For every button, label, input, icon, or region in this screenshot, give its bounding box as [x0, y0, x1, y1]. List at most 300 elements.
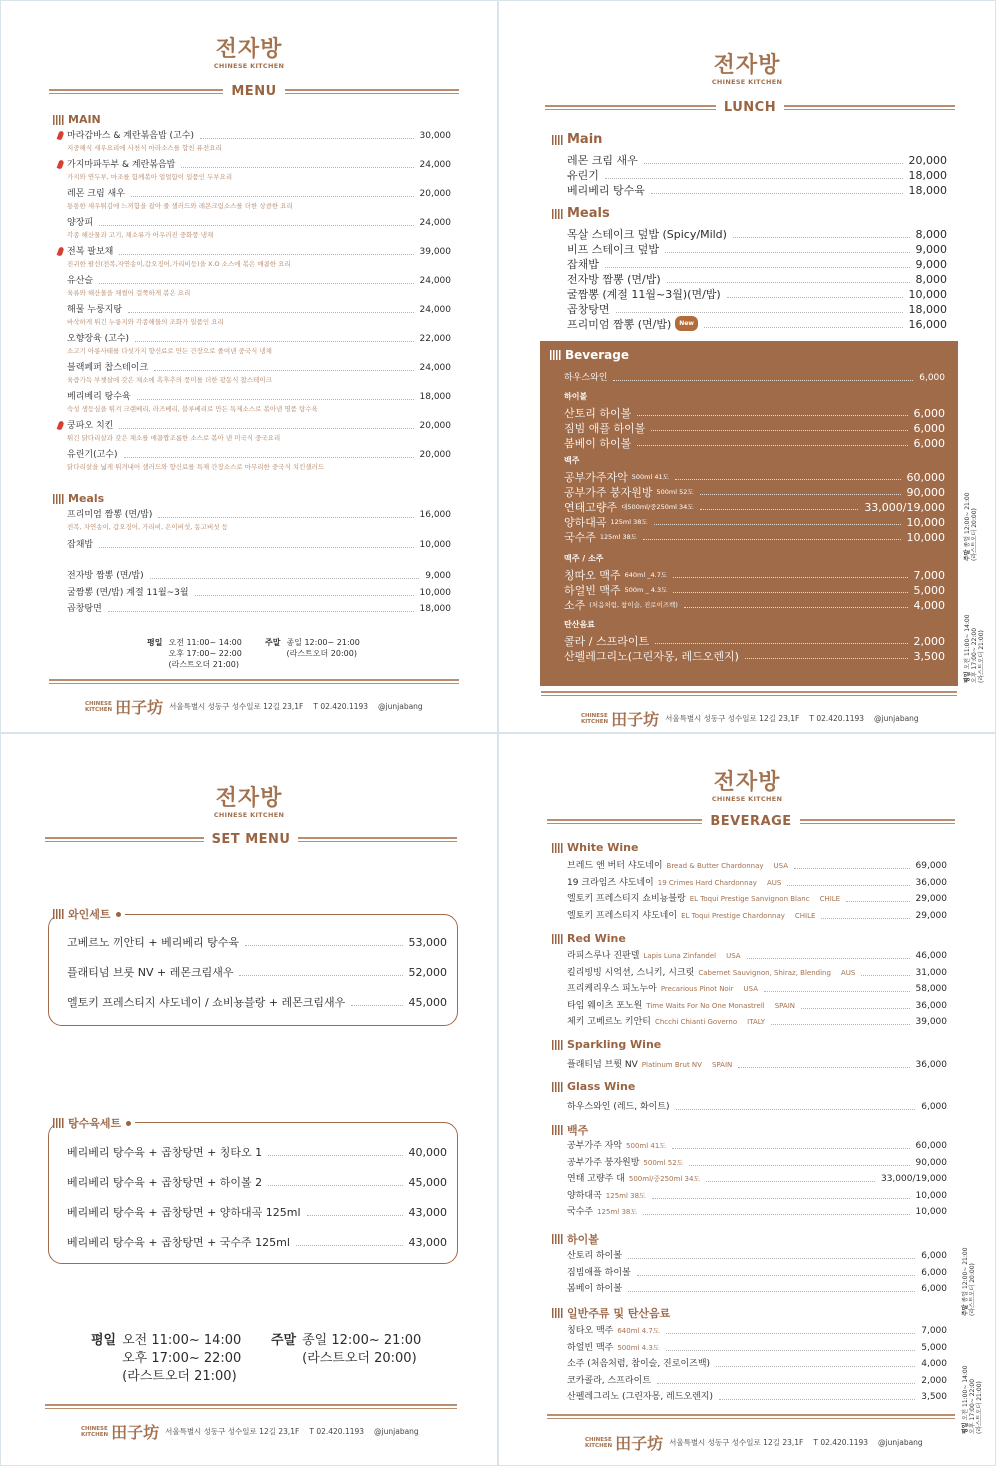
- item-name: 코카콜라, 스프라이트: [567, 1375, 651, 1386]
- item-price: 6,000: [913, 407, 945, 420]
- dot-leader: [628, 1291, 915, 1292]
- dot-leader: [135, 341, 413, 342]
- footer-instagram: @junjabang: [378, 702, 423, 711]
- item-price: 20,000: [419, 421, 451, 431]
- menu-item-row: [67, 303, 451, 316]
- footer-divider: [541, 691, 957, 696]
- item-origin: USA: [743, 985, 759, 993]
- dot-leader: [689, 1165, 909, 1166]
- dot-leader: [821, 918, 909, 919]
- menu-item-row: [67, 569, 451, 582]
- item-price: 58,000: [915, 984, 947, 994]
- item-origin: SPAIN: [774, 1001, 796, 1010]
- item-name: 전자방 짬뽕 (면/밥): [567, 273, 661, 286]
- weekday-hours: [91, 1332, 241, 1386]
- dot-leader: [684, 607, 908, 608]
- menu-item-row: [67, 508, 451, 521]
- menu-item-row: [567, 1324, 947, 1337]
- item-name: 유린기: [567, 169, 599, 182]
- dot-leader: [128, 312, 413, 313]
- item-name: 전자방 짬뽕 (면/밥): [67, 571, 144, 581]
- item-price: 39,000: [419, 247, 451, 257]
- dot-leader: [637, 445, 907, 446]
- section-bars-icon: [552, 1040, 564, 1050]
- item-price: 8,000: [915, 273, 947, 286]
- menu-item-row: [67, 448, 451, 461]
- dot-leader: [613, 380, 913, 381]
- section-label: MAIN: [68, 113, 101, 126]
- item-name: 봄베이 하이볼: [567, 1284, 623, 1294]
- menu-item-row: [564, 515, 945, 528]
- dot-leader: [716, 1366, 915, 1367]
- menu-item-row: [567, 167, 947, 182]
- item-price: 18,000: [419, 392, 451, 402]
- menu-item-row: [567, 1015, 947, 1028]
- menu-item-row: [67, 419, 451, 432]
- item-price: 6,000: [921, 1251, 947, 1261]
- item-price: 10,000: [906, 531, 945, 544]
- item-name: 베리베리 탕수육 + 곱창탕면 + 칭타오 1: [67, 1146, 263, 1159]
- item-price: 2,000: [921, 1375, 947, 1386]
- item-price: 6,000: [913, 422, 945, 435]
- menu-item-row: [567, 1390, 947, 1403]
- item-price: 5,000: [913, 584, 945, 597]
- menu-item-row: [564, 371, 945, 384]
- footer-logo: 田子坊: [115, 698, 164, 717]
- section-title: [552, 1038, 661, 1051]
- menu-item-row: [67, 602, 451, 615]
- item-price: 18,000: [419, 604, 451, 614]
- menu-item-row: [567, 1249, 947, 1262]
- weekend-label: 주말: [265, 638, 281, 647]
- item-name: 공부가주 자악: [567, 1141, 623, 1151]
- item-name: 프리케리우스 피노누아: [567, 984, 657, 994]
- menu-item-row: [67, 129, 451, 142]
- footer-divider: [49, 679, 459, 684]
- item-name: 유린기(고수): [67, 450, 118, 460]
- chili-pepper-icon: [57, 246, 65, 256]
- item-detail: 500ml 41도: [631, 473, 669, 481]
- menu-item-row: [564, 470, 945, 483]
- item-price: 10,000: [915, 1207, 947, 1217]
- dot-leader: [245, 945, 403, 946]
- item-description: 육즙가득 부챗살에 갖은 채소에 흑후추의 풍미를 더한 광동식 찹스테이크: [67, 376, 272, 384]
- logo-korean: 전자방: [215, 36, 283, 62]
- menu-item-row: [567, 949, 947, 962]
- item-price: 10,000: [419, 588, 451, 598]
- menu-item-row: [567, 1341, 947, 1354]
- item-price: 18,000: [908, 184, 947, 197]
- footer: CHINESE KITCHEN 田子坊 서울특별시 성동구 성수일로 12길 23,1F T 02.420.1193 @junjabang: [585, 1431, 933, 1454]
- dot-leader: [268, 1185, 402, 1186]
- item-name: 소주: [564, 599, 586, 612]
- section-label: 탕수육세트: [68, 1117, 122, 1130]
- item-detail: Platinum Brut NV: [641, 1061, 702, 1069]
- item-name: 국수주: [567, 1207, 594, 1217]
- footer-logo: 田子坊: [611, 710, 660, 729]
- footer: [85, 695, 433, 718]
- subsection-title: 하이볼: [564, 392, 588, 401]
- dot-leader: [307, 1215, 403, 1216]
- item-price: 24,000: [419, 276, 451, 286]
- item-price: 7,000: [913, 569, 945, 582]
- footer-en: CHINESE KITCHEN: [85, 700, 113, 713]
- dot-leader: [666, 1333, 916, 1334]
- subsection-title: 탄산음료: [564, 620, 595, 629]
- item-name: 베리베리 탕수육: [567, 184, 645, 197]
- footer-instagram: @junjabang: [374, 1427, 419, 1436]
- item-name: 프리미엄 짬뽕 (면/밥): [567, 318, 672, 331]
- menu-item-row: [67, 1204, 447, 1219]
- section-title: [552, 1231, 599, 1247]
- section-label: Sparkling Wine: [567, 1038, 662, 1051]
- item-name: 연태고량주: [564, 501, 618, 514]
- dot-leader: [771, 1024, 910, 1025]
- weekday-time-2: 오후 17:00~ 22:00: [122, 1351, 242, 1366]
- dot-leader: [675, 479, 901, 480]
- logo-english: CHINESE KITCHEN: [213, 62, 285, 70]
- section-label: 백주: [567, 1124, 589, 1137]
- menu-item-row: [564, 634, 945, 647]
- item-name: 하얼빈 맥주: [564, 584, 621, 597]
- logo-english: CHINESE KITCHEN: [711, 795, 783, 803]
- menu-item-row: [567, 241, 947, 256]
- item-detail: 500ml 52도: [656, 488, 694, 496]
- item-price: 8,000: [915, 228, 947, 241]
- subsection-title: 백주: [564, 456, 580, 465]
- dot-leader: [704, 327, 903, 328]
- weekend-last-order: (라스트오더 20:00): [302, 1351, 417, 1366]
- dot-leader: [296, 1245, 403, 1246]
- item-price: 10,000: [908, 288, 947, 301]
- item-detail: Time Waits For No One Monastrell: [646, 1001, 765, 1010]
- item-price: 18,000: [908, 303, 947, 316]
- item-detail: 500ml 41도: [626, 1142, 667, 1150]
- section-bars-icon: [552, 1234, 564, 1244]
- section-bars-icon: [552, 843, 564, 853]
- item-price: 10,000: [419, 540, 451, 550]
- menu-item-row: [67, 158, 451, 171]
- dot-leader: [99, 225, 413, 226]
- footer-phone: T 02.420.1193: [309, 1427, 365, 1436]
- item-name: 양장피: [67, 218, 94, 228]
- banner-title: MENU: [231, 84, 277, 99]
- item-detail: Bread & Butter Chardonnay: [666, 862, 764, 870]
- item-origin: USA: [726, 952, 741, 960]
- item-detail: 500ml 4.3도: [617, 1343, 660, 1352]
- item-price: 33,000/19,000: [880, 1174, 947, 1184]
- weekday-label: 평일: [91, 1333, 117, 1348]
- item-name: 엘토키 프레스티지 샤도네이: [567, 910, 678, 921]
- menu-item-row: [67, 1144, 447, 1159]
- weekday-time-1: 오전 11:00~ 14:00: [168, 638, 242, 647]
- item-name: 양하대곡: [567, 1190, 602, 1201]
- logo-korean: 전자방: [713, 769, 781, 795]
- dot-leader: [643, 1214, 909, 1215]
- item-price: 39,000: [915, 1017, 947, 1027]
- menu-item-row: [567, 982, 947, 995]
- item-price: 20,000: [419, 189, 451, 199]
- item-description: 가지와 연두부, 마조를 함께볶아 얼얼함이 일품인 두부요리: [67, 173, 233, 181]
- menu-item-row: [67, 934, 447, 949]
- item-name: 전복 팔보채: [67, 247, 114, 257]
- item-price: 60,000: [915, 1141, 947, 1151]
- item-price: 10,000: [915, 1190, 947, 1201]
- item-price: 43,000: [408, 1236, 447, 1249]
- item-detail: 125ml 38도: [610, 518, 648, 526]
- dot-leader: [651, 430, 907, 431]
- dot-leader: [738, 1067, 909, 1068]
- item-price: 45,000: [408, 996, 447, 1009]
- item-price: 9,000: [915, 258, 947, 271]
- item-name: 레몬 크림 새우: [567, 154, 638, 167]
- dot-leader: [651, 193, 903, 194]
- item-price: 16,000: [419, 510, 451, 520]
- weekday-hours: [147, 637, 242, 670]
- item-name: 고베르노 끼안티 + 베리베리 탕수육: [67, 936, 239, 949]
- brand-logo: [499, 53, 995, 86]
- item-origin: AUS: [840, 968, 856, 977]
- section-title: [552, 1305, 670, 1321]
- menu-item-row: [67, 1174, 447, 1189]
- menu-item-row: [567, 286, 947, 301]
- item-name: 엘토키 프레스티지 쇼비뇽블랑: [567, 894, 686, 904]
- dot-leader: [719, 1399, 915, 1400]
- dot-leader: [727, 297, 903, 298]
- logo-korean: 전자방: [215, 785, 283, 811]
- item-description: 숙성 생등심을 튀겨 크랜베리, 라즈베리, 블루베리로 만든 특제소스로 볶아낸 명품 탕수육: [67, 405, 318, 413]
- menu-item-row: [67, 994, 447, 1009]
- item-name: 공부가주자악: [564, 471, 628, 484]
- chili-pepper-icon: [57, 130, 65, 140]
- item-origin: SPAIN: [711, 1061, 733, 1069]
- item-name: 목살 스테이크 덮밥 (Spicy/Mild): [567, 228, 727, 241]
- dot-leader: [794, 868, 909, 869]
- menu-item-row: [564, 530, 945, 543]
- item-name: 해물 누룽지탕: [67, 305, 123, 315]
- weekend-hours: [271, 1332, 421, 1368]
- menu-item-row: [564, 485, 945, 498]
- item-price: 4,000: [913, 599, 945, 612]
- menu-item-row: [567, 226, 947, 241]
- item-detail: 640ml 4.7도: [617, 1327, 660, 1335]
- lunch-main-title: [552, 132, 602, 147]
- item-origin: AUS: [766, 878, 782, 887]
- dot-leader: [706, 1181, 875, 1182]
- item-price: 33,000/19,000: [864, 501, 945, 514]
- weekend-time: 종일 12:00~ 21:00: [302, 1333, 422, 1348]
- menu-item-row: [567, 256, 947, 271]
- menu-item-row: [564, 568, 945, 581]
- dot-leader: [676, 1109, 916, 1110]
- section-label: Main: [567, 132, 603, 147]
- dot-leader: [108, 611, 414, 612]
- dot-leader: [137, 399, 414, 400]
- setmenu-banner: [45, 832, 457, 847]
- item-name: 블랙페퍼 찹스테이크: [67, 363, 149, 373]
- menu-banner: [49, 84, 459, 99]
- menu-item-row: [567, 1189, 947, 1202]
- weekday-time-1: 오전 11:00~ 14:00: [122, 1333, 242, 1348]
- footer-divider: [547, 1414, 955, 1419]
- section-label: Meals: [68, 492, 105, 505]
- item-name: 봄베이 하이볼: [564, 437, 632, 450]
- menu-item-row: [67, 390, 451, 403]
- dot-leader: [605, 267, 910, 268]
- side-weekend-hours: 주말 종일 12:00~ 21:00 (라스트오더 20:00): [962, 1247, 976, 1316]
- menu-item-row: [67, 274, 451, 287]
- item-price: 29,000: [915, 910, 947, 921]
- section-label: Beverage: [565, 348, 629, 362]
- item-detail: Cabernet Sauvignon, Shiraz, Blending: [698, 968, 831, 977]
- menu-page: [0, 0, 498, 733]
- item-detail: 19 Crimes Hard Chardonnay: [657, 878, 757, 887]
- item-detail: 500ml/중250ml 34도: [628, 1175, 701, 1183]
- dot-leader: [119, 428, 413, 429]
- section-label: Meals: [567, 206, 610, 221]
- dot-leader: [643, 539, 900, 540]
- dot-leader: [657, 1383, 915, 1384]
- item-name: 하우스와인: [564, 373, 608, 383]
- main-section-title: [53, 113, 101, 126]
- section-title: [552, 841, 638, 854]
- item-name: 타임 웨이츠 포노원: [567, 1000, 643, 1011]
- item-detail: (처음처럼, 참이슬, 진로이즈백): [589, 601, 678, 609]
- side-weekend-hours: 주말 종일 12:00~ 21:00 (라스트오더 20:00): [964, 492, 978, 561]
- item-price: 6,000: [921, 1267, 947, 1278]
- menu-item-row: [567, 182, 947, 197]
- section-bars-icon: [552, 1082, 564, 1092]
- item-name: 브레드 앤 버터 샤도네이: [567, 861, 663, 871]
- item-price: 40,000: [408, 1146, 447, 1159]
- weekend-hours: [265, 637, 360, 659]
- item-origin: ITALY: [747, 1018, 765, 1026]
- item-price: 20,000: [419, 450, 451, 460]
- menu-item-row: [564, 436, 945, 449]
- item-price: 45,000: [408, 1176, 447, 1189]
- dot-leader: [637, 415, 907, 416]
- tang-set-title: [53, 1115, 135, 1131]
- brand-logo: [1, 37, 497, 70]
- logo-korean: 전자방: [713, 52, 781, 78]
- item-name: 베리베리 탕수육 + 곱창탕면 + 하이볼 2: [67, 1176, 263, 1189]
- item-description: 각종 해산물과 고기, 채소류가 어우러진 중화풍 냉채: [67, 231, 214, 239]
- dot-leader: [351, 1005, 402, 1006]
- menu-item-row: [67, 332, 451, 345]
- menu-item-row: [67, 216, 451, 229]
- item-detail: 125ml 38도: [597, 1208, 638, 1216]
- footer-address: 서울특별시 성동구 성수일로 12길 23,1F: [165, 1427, 300, 1436]
- item-detail: EL Toqui Prestige Sanvignon Blanc: [689, 895, 810, 903]
- lunch-meals-title: [552, 206, 610, 221]
- item-description: 튀긴 닭다리살과 갖은 채소를 매콤짭조롬한 소스로 볶아 낸 미국식 중국요리: [67, 434, 281, 442]
- item-price: 4,000: [921, 1359, 947, 1369]
- item-price: 10,000: [906, 516, 945, 529]
- footer-divider: [45, 1404, 457, 1409]
- item-name: 플래티넘 브륏 NV: [567, 1060, 638, 1070]
- item-price: 69,000: [915, 861, 947, 871]
- item-price: 3,500: [913, 650, 945, 663]
- dot-leader: [119, 254, 413, 255]
- footer-instagram: @junjabang: [874, 714, 919, 723]
- item-name: 짐빔 애플 하이볼: [564, 422, 646, 435]
- item-price: 9,000: [425, 571, 451, 581]
- menu-item-row: [67, 361, 451, 374]
- footer: CHINESE KITCHEN 田子坊 서울특별시 성동구 성수일로 12길 23,1F T 02.420.1193 @junjabang: [81, 1420, 429, 1443]
- dot-leader: [672, 1148, 909, 1149]
- new-badge: New: [675, 316, 698, 331]
- dot-leader: [131, 196, 414, 197]
- menu-item-row: [567, 316, 947, 331]
- footer-logo: 田子坊: [615, 1434, 664, 1453]
- menu-item-row: [67, 1234, 447, 1249]
- item-name: 베리베리 탕수육 + 곱창탕면 + 국수주 125ml: [67, 1236, 290, 1249]
- item-price: 30,000: [419, 131, 451, 141]
- item-description: 닭다리살을 넓게 튀겨내어 샐러드와 향신료를 특제 간장소스로 마무리한 중국식 치킨샐러드: [67, 463, 325, 471]
- item-name: 프리미엄 짬뽕 (면/밥): [67, 510, 153, 520]
- dot-leader: [605, 178, 903, 179]
- item-name: 소주 (처음처럼, 참이슬, 진로이즈백): [567, 1359, 711, 1369]
- item-price: 60,000: [906, 471, 945, 484]
- menu-item-row: [564, 583, 945, 596]
- dot-leader: [181, 167, 413, 168]
- banner-title: LUNCH: [723, 100, 777, 115]
- dot-leader: [764, 991, 909, 992]
- dot-leader: [124, 457, 414, 458]
- item-price: 6,000: [913, 437, 945, 450]
- weekend-last-order: (라스트오더 20:00): [286, 649, 357, 658]
- weekday-label: 평일: [147, 638, 163, 647]
- weekday-last-order: (라스트오더 21:00): [122, 1369, 237, 1384]
- item-name: 체키 고베르노 키안티: [567, 1017, 651, 1027]
- menu-item-row: [567, 1266, 947, 1279]
- menu-item-row: [567, 271, 947, 286]
- item-price: 53,000: [408, 936, 447, 949]
- item-name: 짐빔애플 하이볼: [567, 1267, 631, 1278]
- item-name: 양하대곡: [564, 516, 607, 529]
- item-description: 육류와 해산물을 채썰어 걸쭉하게 볶은 요리: [67, 289, 191, 297]
- menu-item-row: [67, 187, 451, 200]
- dot-leader: [200, 138, 414, 139]
- item-price: 24,000: [419, 218, 451, 228]
- item-price: 9,000: [915, 243, 947, 256]
- menu-item-row: [567, 152, 947, 167]
- item-name: 베리베리 탕수육: [67, 392, 131, 402]
- weekend-time: 종일 12:00~ 21:00: [286, 638, 360, 647]
- item-price: 24,000: [419, 305, 451, 315]
- item-description: 지중해식 새우요리에 사천식 마라소스를 합친 퓨전요리: [67, 144, 222, 152]
- dot-leader: [666, 1350, 916, 1351]
- item-origin: CHILE: [794, 911, 816, 920]
- dot-leader: [733, 237, 910, 238]
- beverage-panel: [540, 341, 958, 686]
- menu-item-row: [564, 421, 945, 434]
- item-name: 쿵파오 치킨: [67, 421, 114, 431]
- item-name: 마라감바스 & 계란볶음밥 (고수): [67, 131, 194, 141]
- item-name: 오향장육 (고수): [67, 334, 130, 344]
- weekend-label: 주말: [271, 1333, 297, 1348]
- section-label: Glass Wine: [567, 1080, 636, 1093]
- item-origin: USA: [773, 862, 789, 870]
- item-name: 곱창탕면: [67, 604, 102, 614]
- item-name: 하우스와인 (레드, 화이트): [567, 1102, 670, 1112]
- beverage-page: [498, 733, 996, 1466]
- dot-leader: [652, 1198, 910, 1199]
- item-price: 90,000: [915, 1157, 947, 1168]
- section-bars-icon: [552, 934, 564, 944]
- item-price: 16,000: [908, 318, 947, 331]
- menu-item-row: [67, 538, 451, 551]
